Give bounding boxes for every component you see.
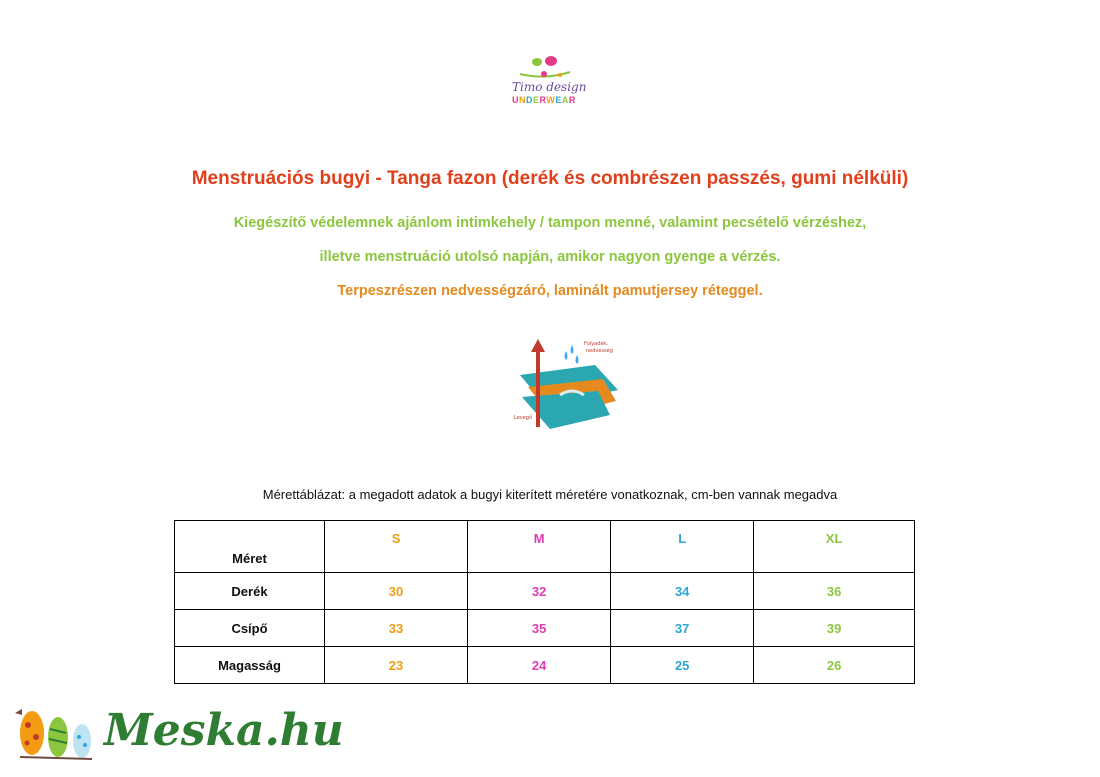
table-cell: 24 [468,647,611,684]
row-label: Magasság [175,647,325,684]
subtitle-line-1: Kiegészítő védelemnek ajánlom intimkehely / tampon menné, valamint pecsételő vérzéshez, [233,215,867,231]
diagram-label-liquid-1: Folyadék, [584,341,608,347]
table-cell: 23 [325,647,468,684]
diagram-label-liquid-2: nedvesség [586,348,613,354]
fabric-layers-diagram [500,335,630,435]
brand-logo [500,50,600,110]
table-cell: 34 [611,573,754,610]
size-header: M [468,521,611,573]
table-header-row [175,521,915,573]
table-row [175,647,915,684]
size-table-caption: Mérettáblázat: a megadott adatok a bugyi kiterített méretére vonatkoznak, cm-ben vannak megadva [262,487,838,502]
table-cell: 32 [468,573,611,610]
three-birds-icon [12,695,102,770]
size-header: S [325,521,468,573]
table-cell: 33 [325,610,468,647]
subtitle-line-2: illetve menstruáció utolsó napján, amikor nagyon gyenge a vérzés. [319,249,781,265]
row-label: Derék [175,573,325,610]
table-cell: 39 [754,610,915,647]
size-table [174,520,915,684]
size-header: XL [754,521,915,573]
subtitle-line-3: Terpeszrészen nedvességzáró, laminált pamutjersey réteggel. [337,283,763,299]
meska-logo [12,695,344,770]
table-row [175,610,915,647]
table-cell: 37 [611,610,754,647]
table-cell: 25 [611,647,754,684]
page-title: Menstruációs bugyi - Tanga fazon (derék és combrészen passzés, gumi nélküli) [191,168,909,189]
table-cell: 35 [468,610,611,647]
brand-tagline: UNDERWEAR [512,95,576,105]
header-label: Méret [175,521,325,573]
table-row [175,573,915,610]
diagram-label-air: Levegő [514,415,533,421]
table-cell: 30 [325,573,468,610]
table-cell: 26 [754,647,915,684]
table-cell: 36 [754,573,915,610]
size-header: L [611,521,754,573]
site-name: Meska.hu [104,705,344,756]
birds-on-branch-icon [500,50,600,84]
row-label: Csípő [175,610,325,647]
brand-name: Timo design [512,80,587,94]
